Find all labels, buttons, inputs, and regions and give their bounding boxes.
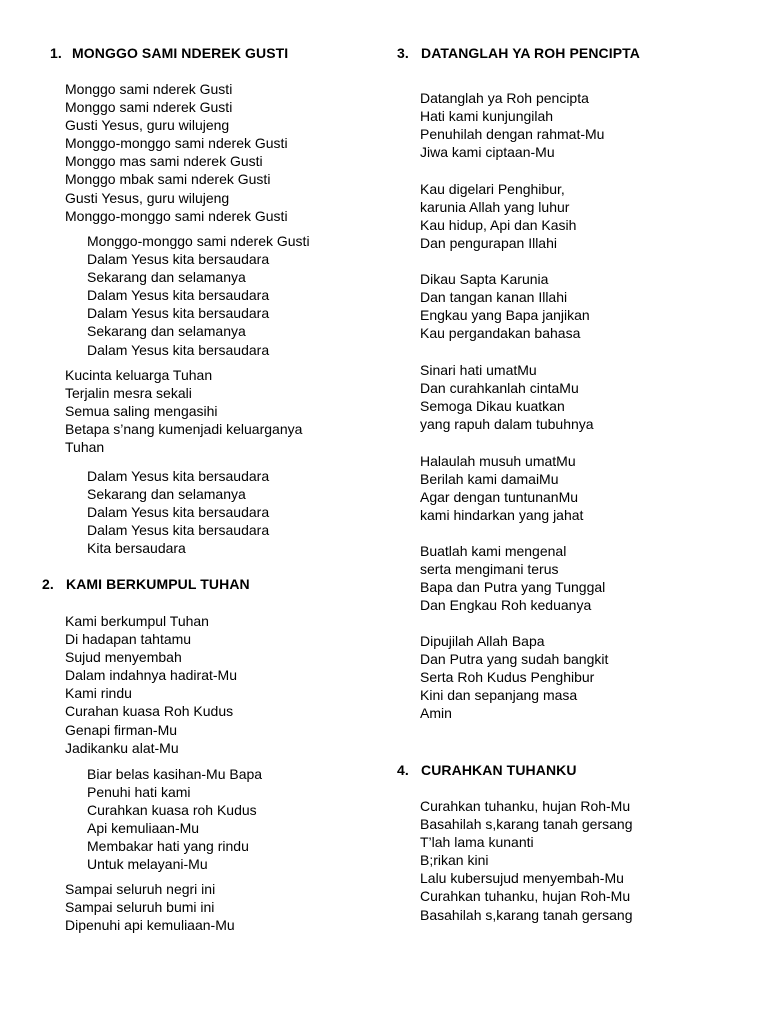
song-4-title xyxy=(397,761,577,779)
song-1-verse-1 xyxy=(65,80,288,225)
song-title-text: KAMI BERKUMPUL TUHAN xyxy=(66,576,250,592)
lyric-line: Monggo mbak sami nderek Gusti xyxy=(65,171,271,188)
lyric-line: Dipenuhi api kemuliaan-Mu xyxy=(65,917,235,934)
lyric-line: Jadikanku alat-Mu xyxy=(65,739,179,756)
lyric-line: Terjalin mesra sekali xyxy=(65,385,192,402)
lyric-line: Monggo mas sami nderek Gusti xyxy=(65,153,263,170)
lyric-line: Basahilah s,karang tanah gersang xyxy=(420,816,633,833)
lyric-line: Dalam Yesus kita bersaudara xyxy=(87,504,270,521)
lyric-line: Dan Engkau Roh keduanya xyxy=(420,597,592,614)
song-3-stanza-4 xyxy=(420,361,594,433)
lyric-line: Betapa s’nang kumenjadi keluarganya xyxy=(65,421,303,438)
lyric-line: Dikau Sapta Karunia xyxy=(420,271,549,287)
song-3-stanza-1 xyxy=(420,89,604,161)
lyric-line: karunia Allah yang luhur xyxy=(420,199,570,216)
song-3-title xyxy=(397,44,640,62)
lyric-line: Gusti Yesus, guru wilujeng xyxy=(65,117,230,134)
lyric-line: Dalam indahnya hadirat-Mu xyxy=(65,667,237,684)
lyric-line: Datanglah ya Roh pencipta xyxy=(420,90,589,106)
lyric-line: Buatlah kami mengenal xyxy=(420,543,567,559)
lyric-line: Gusti Yesus, guru wilujeng xyxy=(65,189,230,206)
lyric-line: Dan tangan kanan Illahi xyxy=(420,289,568,306)
lyric-line: Bapa dan Putra yang Tunggal xyxy=(420,579,606,596)
lyric-line: Monggo-monggo sami nderek Gusti xyxy=(87,233,310,249)
song-2-title xyxy=(42,575,250,593)
song-1-chorus-1 xyxy=(87,232,310,359)
lyric-line: Dan Putra yang sudah bangkit xyxy=(420,651,609,668)
lyric-line: Penuhilah dengan rahmat-Mu xyxy=(420,126,605,143)
song-3-stanza-5 xyxy=(420,452,583,524)
song-title-text: MONGGO SAMI NDEREK GUSTI xyxy=(72,45,289,61)
lyric-line: Dalam Yesus kita bersaudara xyxy=(87,522,270,539)
lyric-line: Monggo-monggo sami nderek Gusti xyxy=(65,135,288,152)
lyric-line: Kucinta keluarga Tuhan xyxy=(65,367,213,383)
lyric-line: Sekarang dan selamanya xyxy=(87,486,246,503)
lyric-line: Engkau yang Bapa janjikan xyxy=(420,307,590,324)
song-1-title xyxy=(50,44,288,62)
lyric-line: Curahkan tuhanku, hujan Roh-Mu xyxy=(420,798,631,814)
lyric-line: Kau hidup, Api dan Kasih xyxy=(420,217,577,234)
lyric-line: Kami rindu xyxy=(65,685,132,702)
lyric-line: Basahilah s,karang tanah gersang xyxy=(420,906,633,923)
lyric-line: serta mengimani terus xyxy=(420,561,559,578)
lyric-line: Jiwa kami ciptaan-Mu xyxy=(420,144,555,161)
lyric-line: Penuhi hati kami xyxy=(87,784,191,801)
lyric-line: Dalam Yesus kita bersaudara xyxy=(87,251,270,268)
lyric-line: Dan pengurapan Illahi xyxy=(420,235,557,252)
lyric-line: Semoga Dikau kuatkan xyxy=(420,398,565,415)
lyric-line: Sampai seluruh negri ini xyxy=(65,881,216,897)
lyric-line: Berilah kami damaiMu xyxy=(420,471,559,488)
lyric-line: Dan curahkanlah cintaMu xyxy=(420,380,579,397)
lyric-line: Api kemuliaan-Mu xyxy=(87,820,200,837)
song-1-verse-2 xyxy=(65,366,302,456)
lyric-line: Serta Roh Kudus Penghibur xyxy=(420,669,595,686)
lyric-line: Sujud menyembah xyxy=(65,649,182,666)
lyric-line: Membakar hati yang rindu xyxy=(87,838,249,855)
song-title-text: CURAHKAN TUHANKU xyxy=(421,762,577,778)
lyric-line: Tuhan xyxy=(65,439,105,456)
lyric-line: Kini dan sepanjang masa xyxy=(420,687,578,704)
lyric-line: B;rikan kini xyxy=(420,852,489,869)
lyric-line: Agar dengan tuntunanMu xyxy=(420,489,579,506)
song-title-text: DATANGLAH YA ROH PENCIPTA xyxy=(421,45,640,61)
lyric-line: Sinari hati umatMu xyxy=(420,362,537,378)
lyric-line: T’lah lama kunanti xyxy=(420,834,534,851)
lyric-line: yang rapuh dalam tubuhnya xyxy=(420,416,594,433)
song-2-verse-1 xyxy=(65,612,237,757)
lyric-line: Monggo sami nderek Gusti xyxy=(65,81,233,97)
lyric-line: Dalam Yesus kita bersaudara xyxy=(87,305,270,322)
lyric-line: Kau digelari Penghibur, xyxy=(420,181,565,197)
song-number: 1. xyxy=(50,45,62,61)
song-number: 4. xyxy=(397,762,409,778)
song-3-stanza-6 xyxy=(420,542,605,614)
lyric-line: Curahan kuasa Roh Kudus xyxy=(65,703,234,720)
lyric-line: Di hadapan tahtamu xyxy=(65,631,192,648)
lyric-line: Dipujilah Allah Bapa xyxy=(420,633,545,649)
lyric-line: Amin xyxy=(420,705,452,722)
lyric-line: Curahkan tuhanku, hujan Roh-Mu xyxy=(420,888,631,905)
lyric-line: Dalam Yesus kita bersaudara xyxy=(87,341,270,358)
lyric-line: Kau pergandakan bahasa xyxy=(420,325,581,342)
lyric-line: Semua saling mengasihi xyxy=(65,403,218,420)
song-1-chorus-2 xyxy=(87,467,269,557)
song-4-verse-1 xyxy=(420,797,632,924)
lyric-line: kami hindarkan yang jahat xyxy=(420,507,584,524)
lyric-line: Sekarang dan selamanya xyxy=(87,323,246,340)
song-3-stanza-7 xyxy=(420,632,608,722)
lyric-line: Halaulah musuh umatMu xyxy=(420,453,576,469)
lyric-line: Lalu kubersujud menyembah-Mu xyxy=(420,870,624,887)
lyric-line: Curahkan kuasa roh Kudus xyxy=(87,802,257,819)
lyric-line: Dalam Yesus kita bersaudara xyxy=(87,287,270,304)
lyric-line: Sampai seluruh bumi ini xyxy=(65,899,215,916)
song-number: 2. xyxy=(42,576,54,592)
lyric-line: Kita bersaudara xyxy=(87,540,186,557)
lyric-line: Kami berkumpul Tuhan xyxy=(65,613,209,629)
lyric-line: Hati kami kunjungilah xyxy=(420,108,554,125)
song-3-stanza-2 xyxy=(420,180,576,252)
song-3-stanza-3 xyxy=(420,270,590,342)
song-2-chorus xyxy=(87,765,262,874)
lyric-line: Genapi firman-Mu xyxy=(65,721,178,738)
lyric-line: Dalam Yesus kita bersaudara xyxy=(87,468,270,484)
lyric-line: Monggo sami nderek Gusti xyxy=(65,99,233,116)
lyric-line: Monggo-monggo sami nderek Gusti xyxy=(65,207,288,224)
lyric-line: Sekarang dan selamanya xyxy=(87,269,246,286)
song-2-verse-2 xyxy=(65,880,235,934)
lyric-line: Biar belas kasihan-Mu Bapa xyxy=(87,766,263,782)
song-number: 3. xyxy=(397,45,409,61)
lyric-line: Untuk melayani-Mu xyxy=(87,856,208,873)
